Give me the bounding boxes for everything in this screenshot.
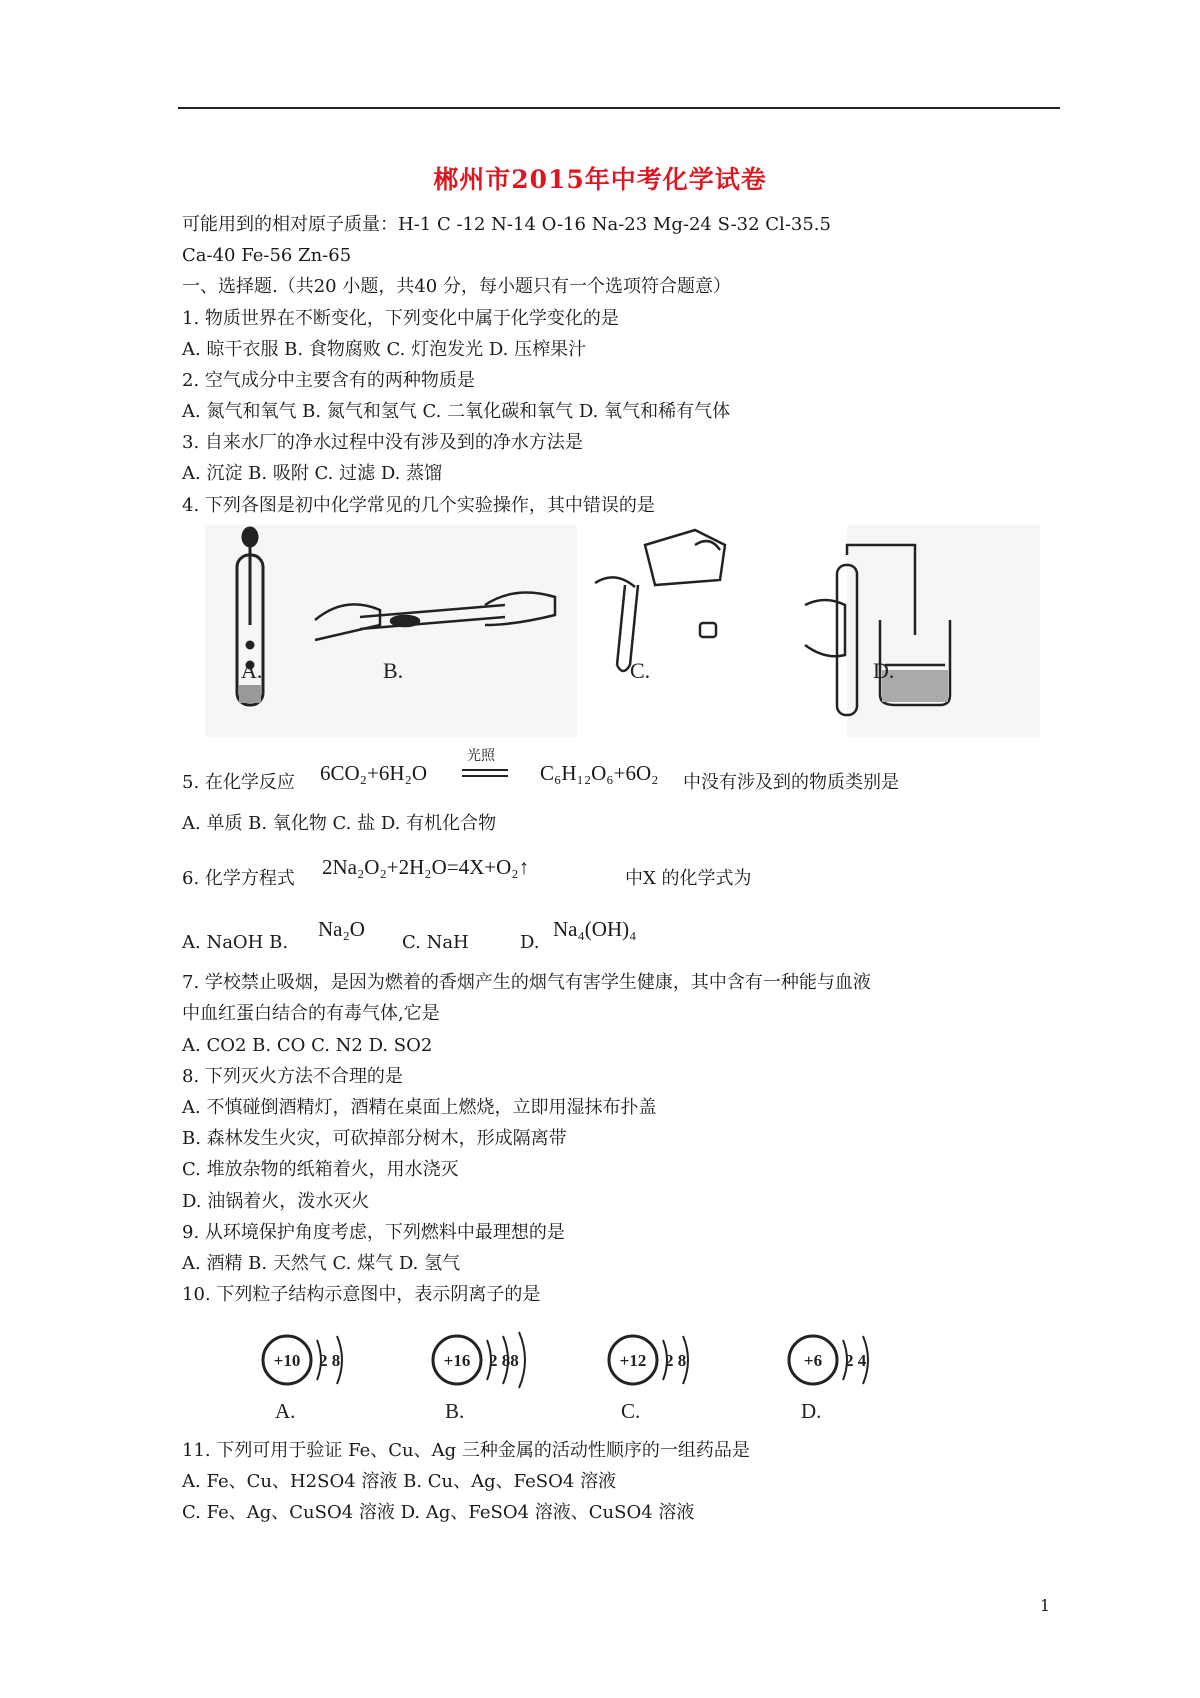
atom-a-nucleus: +10 [273, 1351, 301, 1370]
question-3-options: A. 沉淀 B. 吸附 C. 过滤 D. 蒸馏 [182, 463, 443, 484]
question-5-suffix: 中没有涉及到的物质类别是 [683, 772, 899, 793]
q4-label-c: C. [630, 658, 651, 683]
question-11-options-ab: A. Fe、Cu、H2SO4 溶液 B. Cu、Ag、FeSO4 溶液 [182, 1471, 617, 1492]
atom-c-nucleus: +12 [619, 1351, 647, 1370]
question-2: 2. 空气成分中主要含有的两种物质是 [182, 370, 475, 391]
question-11-options-cd: C. Fe、Ag、CuSO4 溶液 D. Ag、FeSO4 溶液、CuSO4 溶液 [182, 1502, 695, 1523]
atom-b-nucleus: +16 [443, 1351, 471, 1370]
question-5-options: A. 单质 B. 氧化物 C. 盐 D. 有机化合物 [182, 813, 497, 834]
atom-diagram-a [263, 1336, 342, 1423]
q4-label-a: A. [241, 658, 263, 683]
atom-a-shells: 2 8 [319, 1351, 341, 1370]
page-number: 1 [1039, 1596, 1050, 1615]
question-8-option-d: D. 油锅着火，泼水灭火 [182, 1191, 370, 1212]
photosynthesis-right: C₆H₁₂O₆+6O₂ [540, 761, 659, 785]
question-9-options: A. 酒精 B. 天然气 C. 煤气 D. 氢气 [182, 1253, 461, 1274]
question-5-prefix: 5. 在化学反应 [182, 772, 295, 793]
atom-a-label: A. [275, 1399, 296, 1423]
option-b-formula: Na₂O [318, 917, 365, 941]
lab-operations-figure [205, 525, 1040, 747]
question-3: 3. 自来水厂的净水过程中没有涉及到的净水方法是 [182, 432, 583, 453]
atom-d-shells: 2 4 [845, 1351, 867, 1370]
question-6-option-d-label: D. [520, 932, 540, 953]
question-7-options: A. CO2 B. CO C. N2 D. SO2 [182, 1035, 433, 1056]
question-8-option-b: B. 森林发生火灾，可砍掉部分树木，形成隔离带 [182, 1128, 567, 1149]
question-11: 11. 下列可用于验证 Fe、Cu、Ag 三种金属的活动性顺序的一组药品是 [182, 1440, 750, 1461]
question-6-prefix: 6. 化学方程式 [182, 868, 295, 889]
photosynthesis-left: 6CO₂+6H₂O [320, 761, 427, 785]
question-7: 7. 学校禁止吸烟，是因为燃着的香烟产生的烟气有害学生健康，其中含有一种能与血液 [182, 972, 871, 993]
question-6-option-a: A. NaOH B. [182, 932, 289, 953]
page-title: 郴州市2015年中考化学试卷 [433, 165, 767, 194]
question-8: 8. 下列灭火方法不合理的是 [182, 1066, 403, 1087]
section-heading: 一、选择题.（共20 小题，共40 分，每小题只有一个选项符合题意） [182, 276, 731, 297]
atom-d-nucleus: +6 [803, 1351, 823, 1370]
question-1-options: A. 晾干衣服 B. 食物腐败 C. 灯泡发光 D. 压榨果汁 [182, 339, 587, 360]
question-1: 1. 物质世界在不断变化，下列变化中属于化学变化的是 [182, 308, 619, 329]
sodium-peroxide-equation: 2Na₂O₂+2H₂O=4X+O₂↑ [322, 855, 530, 879]
pouring-liquid-illustration [595, 530, 725, 671]
q4-label-d: D. [873, 658, 895, 683]
reaction-equals-sign [462, 768, 508, 778]
atom-diagram-c [609, 1336, 688, 1423]
question-8-option-a: A. 不慎碰倒酒精灯，酒精在桌面上燃烧，立即用湿抹布扑盖 [182, 1097, 657, 1118]
atom-c-label: C. [621, 1399, 641, 1423]
atom-b-label: B. [445, 1399, 465, 1423]
atom-diagram-b [433, 1332, 525, 1423]
question-10: 10. 下列粒子结构示意图中，表示阴离子的是 [182, 1284, 541, 1305]
question-2-options: A. 氮气和氧气 B. 氮气和氢气 C. 二氧化碳和氧气 D. 氧气和稀有气体 [182, 401, 731, 422]
atomic-mass-line-1: 可能用到的相对原子质量：H-1 C -12 N-14 O-16 Na-23 Mg-24 S-32 Cl-35.5 [182, 214, 831, 235]
particle-structure-diagrams [255, 1318, 935, 1428]
header-rule [178, 107, 1060, 109]
reaction-condition: 光照 [467, 749, 495, 764]
atomic-mass-line-2: Ca-40 Fe-56 Zn-65 [182, 245, 352, 266]
atom-c-shells: 2 8 [665, 1351, 687, 1370]
question-6-option-c: C. NaH [402, 932, 469, 953]
option-d-formula: Na₄(OH)₄ [553, 917, 637, 941]
question-6-suffix: 中X 的化学式为 [625, 868, 752, 889]
atom-d-label: D. [801, 1399, 822, 1423]
question-7-cont: 中血红蛋白结合的有毒气体,它是 [182, 1003, 440, 1024]
question-4: 4. 下列各图是初中化学常见的几个实验操作，其中错误的是 [182, 495, 655, 516]
atom-b-shells: 2 88 [489, 1351, 519, 1370]
question-8-option-c: C. 堆放杂物的纸箱着火，用水浇灭 [182, 1159, 459, 1180]
q4-label-b: B. [383, 658, 404, 683]
atom-diagram-d [789, 1336, 868, 1423]
question-9: 9. 从环境保护角度考虑，下列燃料中最理想的是 [182, 1222, 565, 1243]
